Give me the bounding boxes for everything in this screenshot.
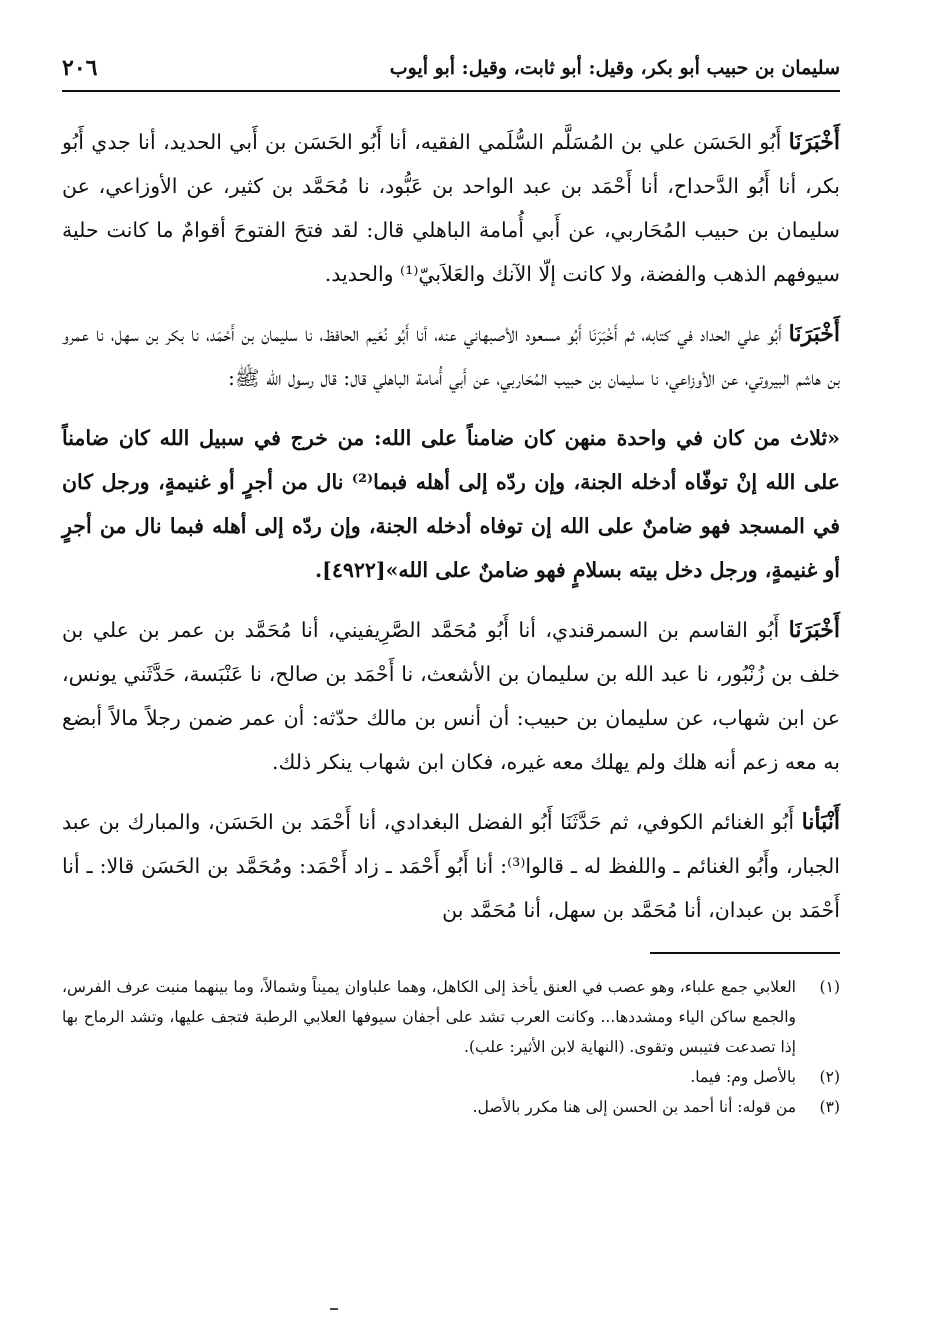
hadith-paragraph — [62, 416, 840, 592]
footnote-text: من قوله: أنا أحمد بن الحسن إلى هنا مكرر بالأصل. — [472, 1098, 796, 1116]
paragraph-text: أَبُو الغنائم الكوفي، ثم حَدَّثَنَا أَبُو الفضل البغدادي، أنا أَحْمَد بن الحَسَن، والمبارك بن عبد الجبار، وأَبُو الغنائم ـ واللفظ له ـ قالوا⁽³⁾: أنا أَبُو أَحْمَد ـ زاد أَحْمَد: ومُحَمَّد بن الحَسَن قالا: ـ أنا أَحْمَد بن عبدان، أنا مُحَمَّد بن سهل، أنا مُحَمَّد بن — [62, 810, 840, 922]
page-header — [62, 46, 840, 92]
footnote-number: (٣) — [819, 1098, 840, 1116]
paragraph-text: أَبُو الحَسَن علي بن المُسَلَّم السُّلَمي الفقيه، أنا أَبُو الحَسَن بن أَبي الحديد، أنا جدي أَبُو بكر، أنا أَبُو الدَّحداح، أنا أَحْمَد بن عبد الواحد بن عَبُّود، نا مُحَمَّد بن كثير، عن الأوزاعي، عن سليمان بن حبيب المُحَاربي، عن أَبي أُمامة الباهلي قال: لقد فتحَ الفتوحَ أقوامٌ ما كانت حلية سيوفهم الذهب والفضة، ولا كانت إلّا الآنك والعَلاَبيّ⁽¹⁾ والحديد. — [62, 130, 840, 286]
paragraph-5 — [62, 800, 840, 932]
footnote-number: (١) — [819, 978, 840, 996]
footnote-divider — [650, 952, 840, 954]
paragraph-lead: أَخْبَرَنَا — [788, 321, 840, 347]
paragraph-lead: أَخْبَرَنَا — [788, 617, 840, 643]
footnote-1 — [62, 972, 840, 1062]
paragraph-2 — [62, 312, 840, 400]
paragraph-text: أَبُو القاسم بن السمرقندي، أنا أَبُو مُحَمَّد الصَّرِيفيني، أنا مُحَمَّد بن عمر بن علي بن خلف بن زُنْبُور، نا عبد الله بن سليمان بن الأشعث، نا أَحْمَد بن صالح، نا عَنْبَسة، حَدَّثَني يونس، عن ابن شهاب، عن سليمان بن حبيب: أن أنس بن مالك حدّثه: أن عمر ضمن رجلاً مالاً أبضع به معه زعم أنه هلك ولم يهلك معه غيره، فكان ابن شهاب ينكر ذلك. — [62, 618, 840, 774]
footnote-number: (٢) — [819, 1068, 840, 1086]
running-title: سليمان بن حبيب أبو بكر، وقيل: أبو ثابت، وقيل: أبو أيوب — [389, 57, 840, 79]
page-mark — [330, 1308, 338, 1310]
paragraph-1 — [62, 120, 840, 296]
footnotes — [62, 972, 840, 1122]
footnote-2 — [62, 1062, 840, 1092]
paragraph-lead: أَنْبَأنا — [801, 809, 840, 835]
main-text — [62, 120, 840, 932]
paragraph-4 — [62, 608, 840, 784]
footnote-text: العلابي جمع علباء، وهو عصب في العنق يأخذ إلى الكاهل، وهما علباوان يميناً وشمالاً، وما بينهما منبت عرف الفرس، والجمع ساكن الياء ومشددها... وكانت العرب تشد على أجفان سيوفها العلابي الرطبة فتجف عليها، وتشد الرماح بها إذا تصدعت فتيبس وتقوى. (النهاية لابن الأثير: علب). — [62, 978, 796, 1056]
book-page — [62, 46, 840, 1338]
paragraph-text: أَبُو علي الحداد في كتابه، ثم أَخْبَرَنَا أَبُو مسعود الأصبهاني عنه، أنا أَبُو نُعَيم الحافظ، نا سليمان بن أَحْمَد، نا بكر بن سهل، نا عمرو بن هاشم البيروتي، عن الأوزاعي، نا سليمان بن حبيب المُحَاربي، عن أَبي أُمامة الباهلي قال: قال رسول الله ﷺ: — [62, 322, 840, 390]
footnote-text: بالأصل وم: فيما. — [690, 1068, 796, 1086]
hadith-text: «ثلاث من كان في واحدة منهن كان ضامناً على الله: من خرج في سبيل الله كان ضامناً على الله إنْ توفّاه أدخله الجنة، وإن ردّه إلى أهله فبما⁽²⁾ نال من أجرٍ أو غنيمةٍ، ورجل كان في المسجد فهو ضامنٌ على الله إن توفاه أدخله الجنة، وإن ردّه إلى أهله فبما نال من أجرٍ أو غنيمةٍ، ورجل دخل بيته بسلامٍ فهو ضامنٌ على الله»[٤٩٢٢]. — [62, 426, 840, 582]
page-number: ٢٠٦ — [62, 55, 98, 81]
footnote-3 — [62, 1092, 840, 1122]
paragraph-lead: أَخْبَرَنَا — [788, 129, 840, 155]
